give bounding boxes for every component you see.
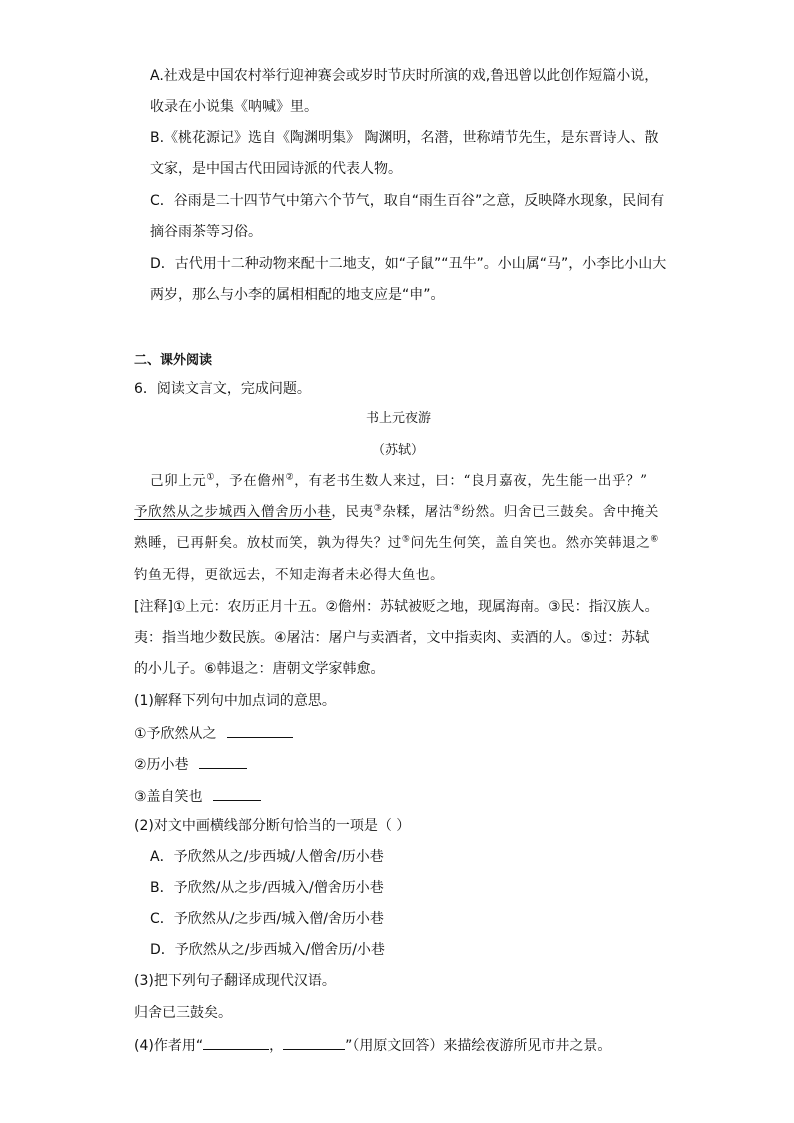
passage-line-2: 予欣然从之步城西入僧舍历小巷，民夷③杂糅，屠沽④纷然。归舍已三鼓矣。舍中掩关 bbox=[134, 503, 659, 520]
option-d-line1: D．古代用十二种动物来配十二地支，如“子鼠”“丑牛”。小山属“马”，小李比小山大 bbox=[150, 256, 667, 272]
option-c-line2: 摘谷雨茶等习俗。 bbox=[150, 224, 262, 240]
option-b-line2: 文家，是中国古代田园诗派的代表人物。 bbox=[150, 161, 402, 177]
notes-line-2: 夷：指当地少数民族。④屠沽：屠户与卖酒者，文中指卖肉、卖酒的人。⑤过：苏轼 bbox=[134, 630, 650, 646]
question-2-option-d: D．予欣然从之/步西城入/僧舍历/小巷 bbox=[150, 942, 385, 958]
question-2-option-a: A．予欣然从之/步西城/人僧舍/历小巷 bbox=[150, 849, 384, 865]
question-6-prompt: 6．阅读文言文，完成问题。 bbox=[134, 381, 311, 397]
option-c-line1: C．谷雨是二十四节气中第六个节气，取自“雨生百谷”之意，反映降水现象，民间有 bbox=[150, 193, 665, 209]
question-1-item-3: ③盖自笑也 bbox=[134, 786, 261, 806]
passage-author: （苏轼） bbox=[372, 443, 425, 458]
notes-line-1: [注释]①上元：农历正月十五。②儋州：苏轼被贬之地，现属海南。③民：指汉族人。 bbox=[134, 599, 659, 615]
option-d-line2: 两岁，那么与小李的属相相配的地支应是“申”。 bbox=[150, 287, 445, 303]
question-3-sentence: 归舍已三鼓矣。 bbox=[134, 1005, 232, 1021]
answer-blank-4a[interactable] bbox=[203, 1035, 269, 1050]
answer-blank-2[interactable] bbox=[199, 754, 247, 769]
answer-blank-4b[interactable] bbox=[283, 1035, 345, 1050]
option-b-line1: B.《桃花源记》选自《陶渊明集》 陶渊明，名潜，世称靖节先生，是东晋诗人、散 bbox=[150, 130, 659, 146]
option-a-line2: 收录在小说集《呐喊》里。 bbox=[150, 99, 318, 115]
notes-line-3: 的小儿子。⑥韩退之：唐朝文学家韩愈。 bbox=[134, 661, 385, 677]
passage-line-4: 钓鱼无得，更欲远去，不知走海者未必得大鱼也。 bbox=[134, 567, 445, 583]
question-2-option-b: B．予欣然/从之步/西城入/僧舍历小巷 bbox=[150, 880, 384, 896]
answer-blank-1[interactable] bbox=[227, 723, 293, 738]
answer-blank-3[interactable] bbox=[213, 786, 261, 801]
question-1-item-2: ②历小巷 bbox=[134, 754, 247, 774]
question-2: (2)对文中画横线部分断句恰当的一项是（ ） bbox=[134, 818, 411, 834]
question-4: (4)作者用“ ， ”（用原文回答）来描绘夜游所见市井之景。 bbox=[134, 1035, 611, 1055]
passage-line-1: 己卯上元①，予在儋州②，有老书生数人来过，曰：“良月嘉夜，先生能一出乎？” bbox=[150, 472, 648, 489]
question-2-option-c: C．予欣然从/之步西/城入僧/舍历小巷 bbox=[150, 911, 384, 927]
section-heading: 二、课外阅读 bbox=[134, 353, 213, 368]
question-1-item-1: ①予欣然从之 bbox=[134, 723, 293, 743]
passage-line-3: 熟睡，已再鼾矣。放杖而笑，孰为得失？过⑤问先生何笑，盖自笑也。然亦笑韩退之⑥ bbox=[134, 534, 659, 551]
option-a-line1: A.社戏是中国农村举行迎神赛会或岁时节庆时所演的戏,鲁迅曾以此创作短篇小说， bbox=[150, 68, 659, 84]
question-1: (1)解释下列句中加点词的意思。 bbox=[134, 693, 336, 709]
question-3: (3)把下列句子翻译成现代汉语。 bbox=[134, 973, 336, 989]
underlined-sentence: 予欣然从之步城西入僧舍历小巷 bbox=[134, 504, 332, 520]
passage-title: 书上元夜游 bbox=[366, 411, 432, 426]
